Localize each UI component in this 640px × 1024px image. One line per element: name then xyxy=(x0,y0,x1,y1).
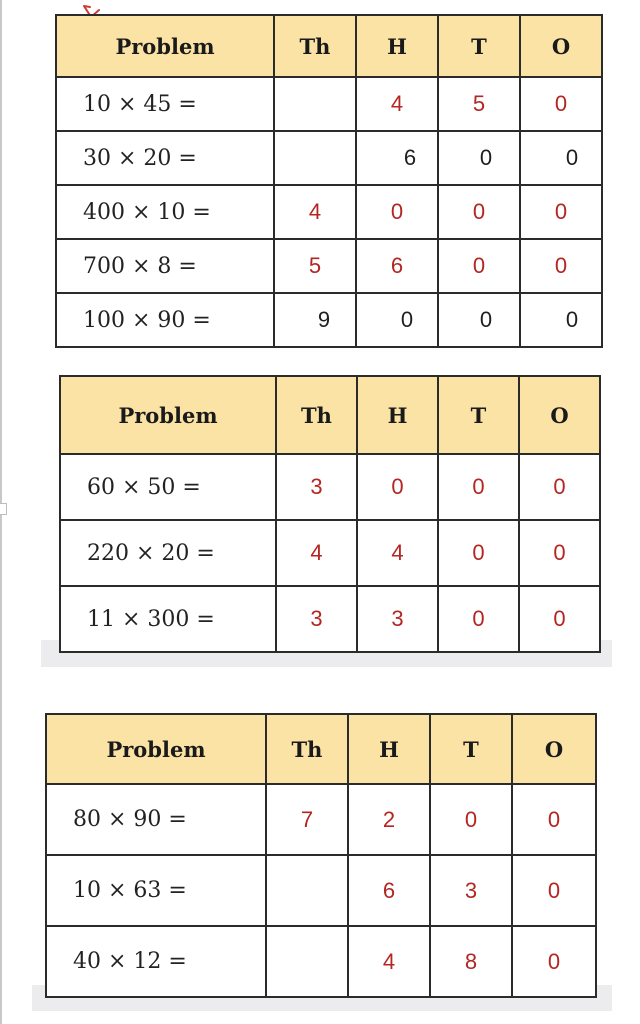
thousands-cell xyxy=(274,131,356,185)
table-row xyxy=(60,586,600,652)
tens-cell: 3 xyxy=(430,855,512,926)
tens-cell: 0 xyxy=(438,586,519,652)
tens-cell: 0 xyxy=(438,131,520,185)
hundreds-cell: 0 xyxy=(357,454,438,520)
problem-cell: 60 × 50 = xyxy=(60,454,276,520)
hundreds-cell: 0 xyxy=(356,185,438,239)
ones-cell: 0 xyxy=(519,454,600,520)
problem-cell: 11 × 300 = xyxy=(60,586,276,652)
thousands-cell xyxy=(274,77,356,131)
header-hundreds: H xyxy=(357,376,438,454)
thousands-cell: 9 xyxy=(274,293,356,347)
table-row xyxy=(56,239,602,293)
tens-cell: 8 xyxy=(430,926,512,997)
ones-cell: 0 xyxy=(512,926,596,997)
tens-cell: 0 xyxy=(438,520,519,586)
place-value-table-1 xyxy=(55,14,603,348)
table-row xyxy=(56,131,602,185)
header-ones: O xyxy=(512,714,596,784)
table-row xyxy=(60,454,600,520)
thousands-cell: 3 xyxy=(276,586,357,652)
problem-cell: 220 × 20 = xyxy=(60,520,276,586)
hundreds-cell: 4 xyxy=(356,77,438,131)
header-thousands: Th xyxy=(276,376,357,454)
header-hundreds: H xyxy=(356,15,438,77)
ones-cell: 0 xyxy=(519,586,600,652)
hundreds-cell: 2 xyxy=(348,784,430,855)
header-tens: T xyxy=(438,376,519,454)
problem-cell: 10 × 45 = xyxy=(56,77,274,131)
problem-cell: 80 × 90 = xyxy=(46,784,266,855)
header-tens: T xyxy=(438,15,520,77)
ones-cell: 0 xyxy=(520,239,602,293)
ones-cell: 0 xyxy=(520,185,602,239)
thousands-cell: 5 xyxy=(274,239,356,293)
tens-cell: 0 xyxy=(438,239,520,293)
tens-cell: 0 xyxy=(438,185,520,239)
thousands-cell xyxy=(266,855,348,926)
place-value-table-2 xyxy=(59,375,601,653)
hundreds-cell: 0 xyxy=(356,293,438,347)
header-problem: Problem xyxy=(46,714,266,784)
tens-cell: 5 xyxy=(438,77,520,131)
hundreds-cell: 6 xyxy=(348,855,430,926)
table-row xyxy=(56,77,602,131)
thousands-cell: 4 xyxy=(274,185,356,239)
hundreds-cell: 6 xyxy=(356,239,438,293)
header-ones: O xyxy=(519,376,600,454)
problem-cell: 30 × 20 = xyxy=(56,131,274,185)
place-value-table-3 xyxy=(45,713,597,998)
table-row xyxy=(56,293,602,347)
hundreds-cell: 4 xyxy=(357,520,438,586)
ones-cell: 0 xyxy=(512,855,596,926)
thousands-cell: 3 xyxy=(276,454,357,520)
tens-cell: 0 xyxy=(438,293,520,347)
problem-cell: 400 × 10 = xyxy=(56,185,274,239)
header-thousands: Th xyxy=(266,714,348,784)
table-header-row xyxy=(60,376,600,454)
table-row xyxy=(60,520,600,586)
header-hundreds: H xyxy=(348,714,430,784)
ones-cell: 0 xyxy=(520,77,602,131)
table-row xyxy=(56,185,602,239)
table-header-row xyxy=(46,714,596,784)
hundreds-cell: 6 xyxy=(356,131,438,185)
header-thousands: Th xyxy=(274,15,356,77)
problem-cell: 100 × 90 = xyxy=(56,293,274,347)
thousands-cell xyxy=(266,926,348,997)
ones-cell: 0 xyxy=(519,520,600,586)
header-ones: O xyxy=(520,15,602,77)
thousands-cell: 4 xyxy=(276,520,357,586)
problem-cell: 10 × 63 = xyxy=(46,855,266,926)
hundreds-cell: 3 xyxy=(357,586,438,652)
thousands-cell: 7 xyxy=(266,784,348,855)
header-tens: T xyxy=(430,714,512,784)
page-edge-tab xyxy=(0,503,7,515)
header-problem: Problem xyxy=(56,15,274,77)
problem-cell: 40 × 12 = xyxy=(46,926,266,997)
tens-cell: 0 xyxy=(430,784,512,855)
ones-cell: 0 xyxy=(520,293,602,347)
ones-cell: 0 xyxy=(512,784,596,855)
table-header-row xyxy=(56,15,602,77)
header-problem: Problem xyxy=(60,376,276,454)
tens-cell: 0 xyxy=(438,454,519,520)
table-row xyxy=(46,926,596,997)
problem-cell: 700 × 8 = xyxy=(56,239,274,293)
ones-cell: 0 xyxy=(520,131,602,185)
table-row xyxy=(46,855,596,926)
hundreds-cell: 4 xyxy=(348,926,430,997)
table-row xyxy=(46,784,596,855)
